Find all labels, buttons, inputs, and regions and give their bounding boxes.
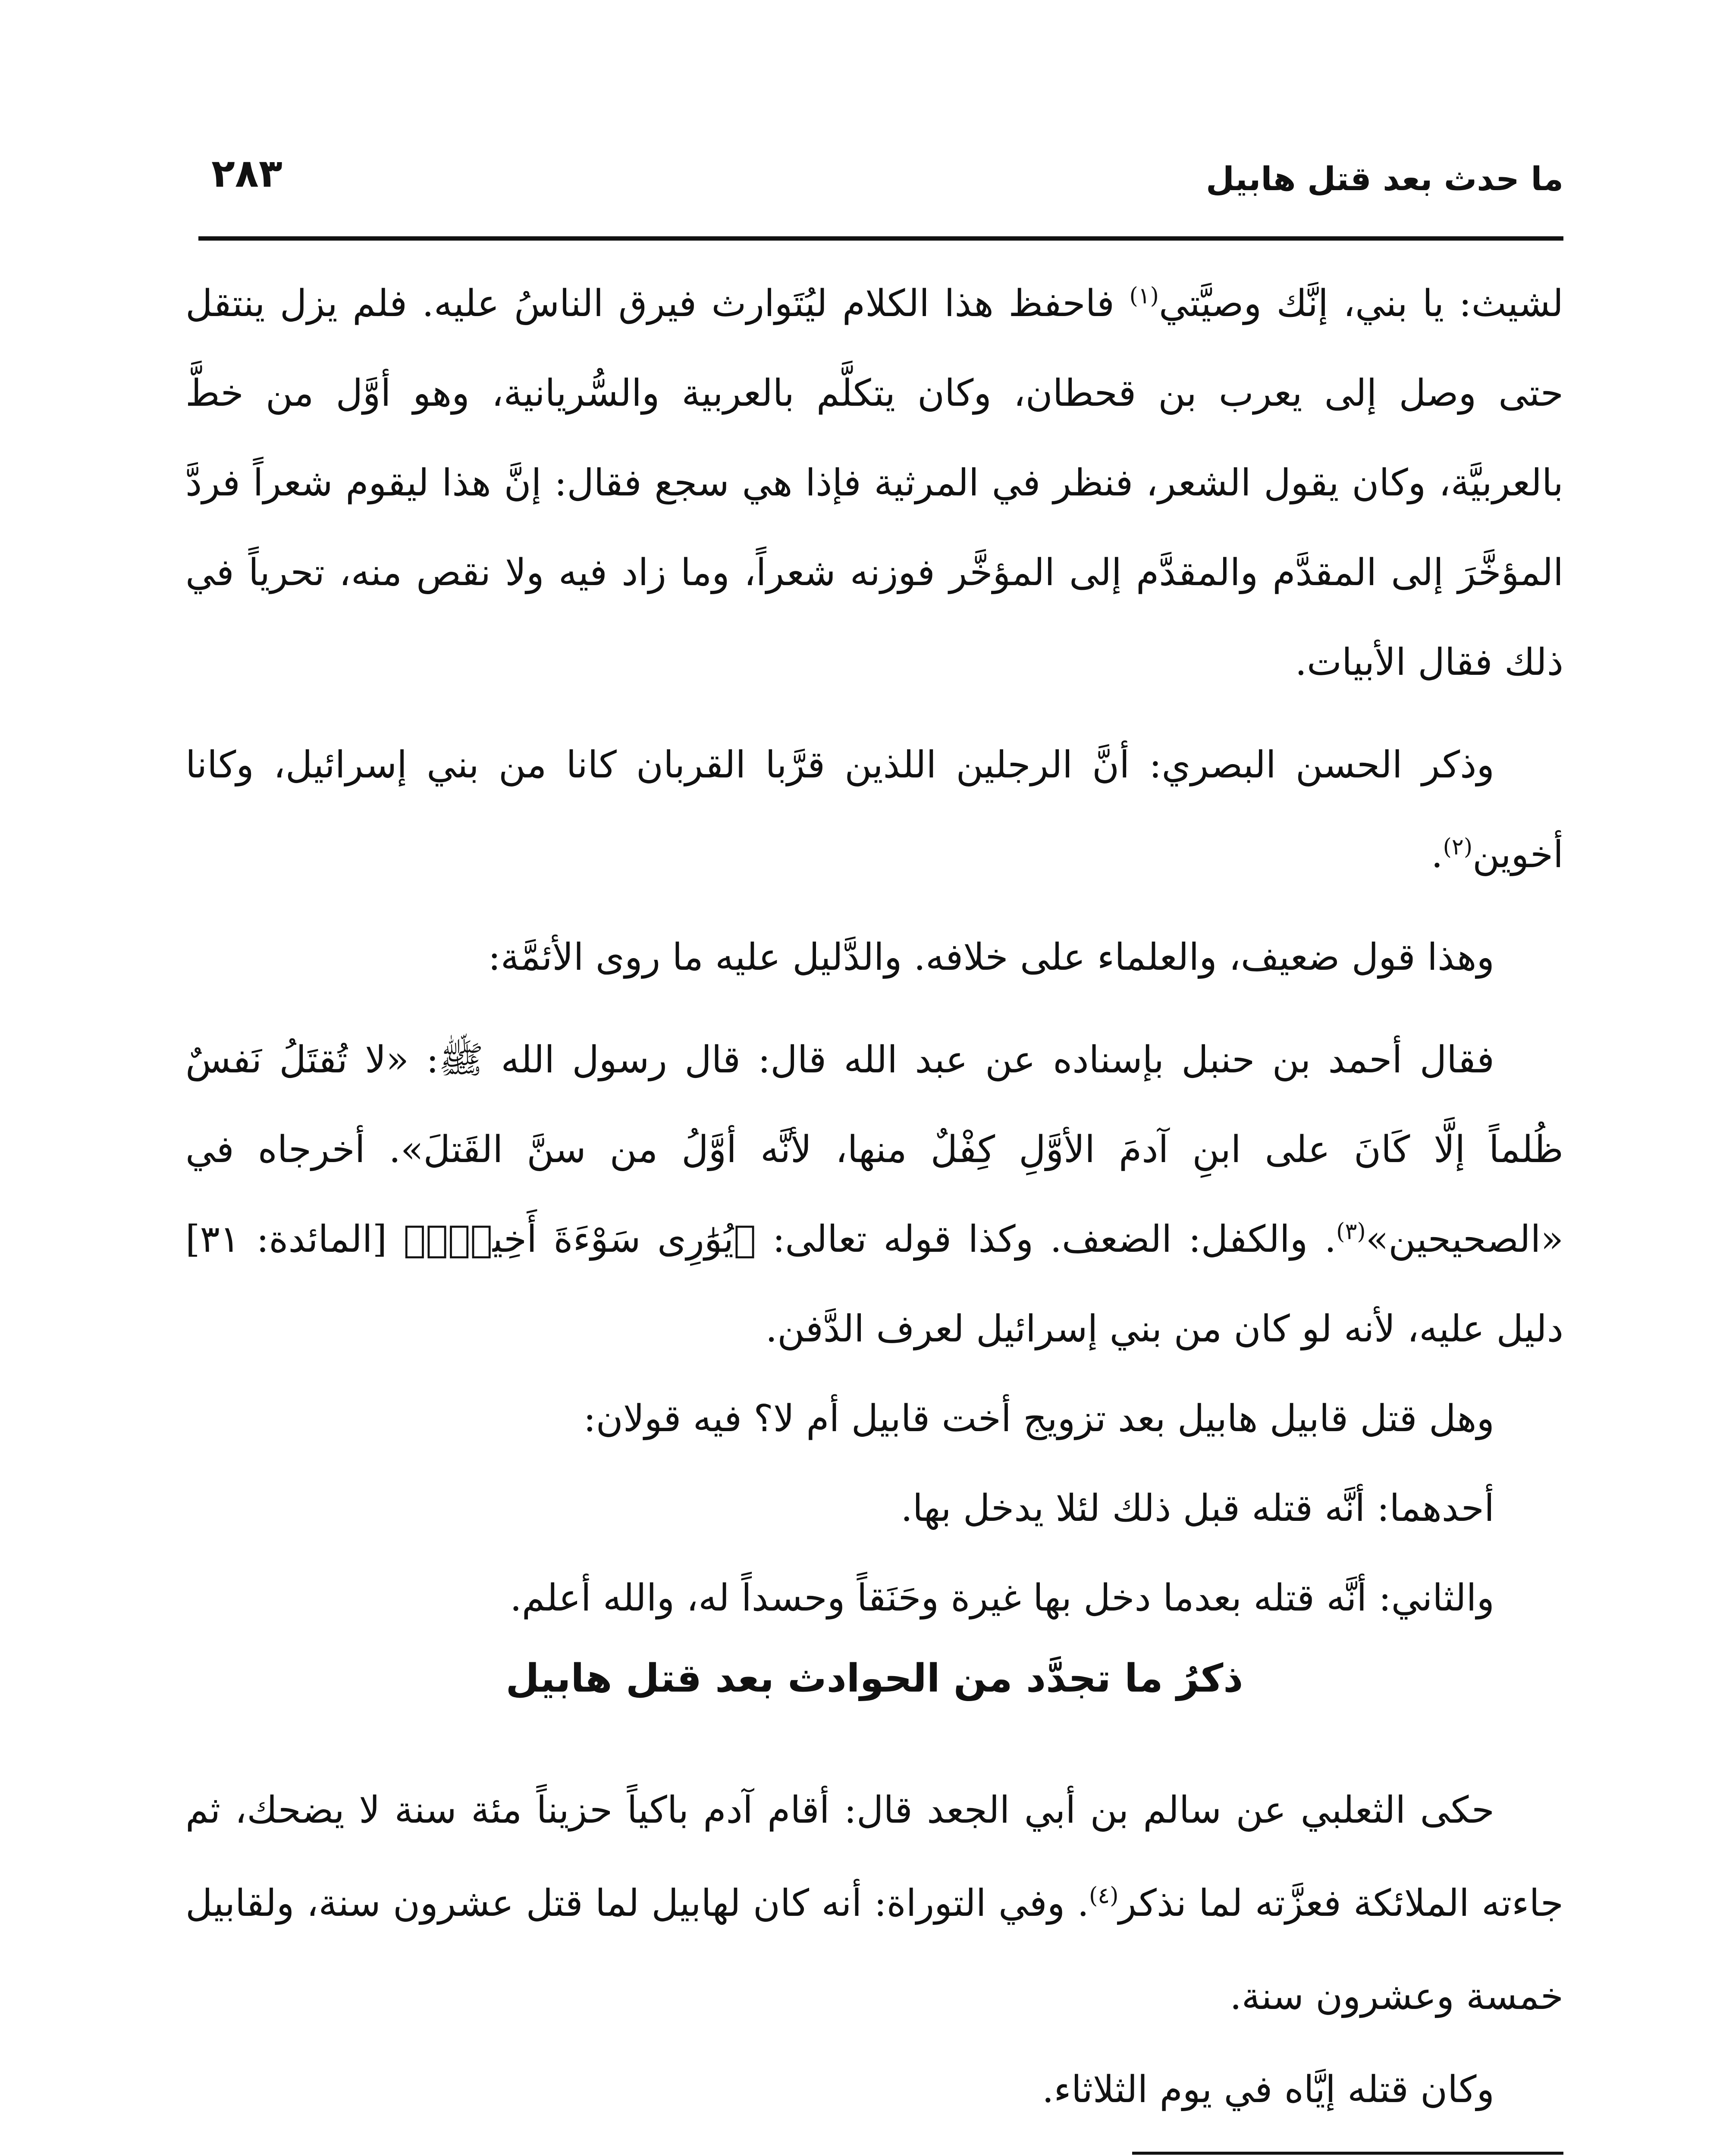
section-text	[185, 1764, 1563, 2136]
footnote-ref-1: (١)	[1129, 283, 1159, 309]
paragraph-1	[185, 259, 1563, 707]
footnote-ref-2: (٢)	[1443, 834, 1473, 860]
paragraph-4-text: فقال أحمد بن حنبل بإسناده عن عبد الله قال: قال رسول الله ﷺ: «لا تُقتَلُ نَفسٌ ظُلماً إلَّا كَانَ على ابنِ آدمَ الأوَّلِ كِفْلٌ منها، لأنَّه أوَّلُ من سنَّ القَتلَ». أخرجاه في «الصحيحين»	[185, 1038, 1563, 1261]
paragraph-3: وهذا قول ضعيف، والعلماء على خلافه. والدَّليل عليه ما روى الأئمَّة:	[488, 936, 1494, 979]
footnote-ref-3: (٣)	[1336, 1219, 1366, 1245]
paragraph-2	[185, 720, 1563, 899]
paragraph-1-text: لشيث: يا بني، إنَّك وصيَّتي	[1158, 282, 1563, 325]
running-title: ما حدث بعد قتل هابيل	[1205, 160, 1563, 198]
paragraph-7: والثاني: أنَّه قتله بعدما دخل بها غيرة وحَنَقاً وحسداً له، والله أعلم.	[510, 1576, 1494, 1620]
paragraph-8-text: حكى الثعلبي عن سالم بن أبي الجعد قال: أقام آدم باكياً حزيناً مئة سنة لا يضحك، ثم جاءته الملائكة فعزَّته لما نذكر	[185, 1789, 1563, 1925]
paragraph-1-rest: فاحفظ هذا الكلام ليُتَوارث فيرق الناسُ عليه. فلم يزل ينتقل حتى وصل إلى يعرب بن قحطان، وكان يتكلَّم بالعربية والسُّريانية، وهو أوَّل من خطَّ بالعربيَّة، وكان يقول الشعر، فنظر في المرثية فإذا هي سجع فقال: إنَّ هذا ليقوم شعراً فردَّ المؤخَّرَ إلى المقدَّم والمقدَّم إلى المؤخَّر فوزنه شعراً، وما زاد فيه ولا نقص منه، تحرياً في ذلك فقال الأبيات.	[185, 282, 1563, 684]
paragraph-5: وهل قتل قابيل هابيل بعد تزويج أخت قابيل أم لا؟ فيه قولان:	[583, 1397, 1494, 1440]
paragraph-8-rest: . وفي التوراة: أنه كان لهابيل لما قتل عشرون سنة، ولقابيل خمسة وعشرون سنة.	[185, 1882, 1563, 2018]
main-text	[185, 259, 1563, 1643]
page-number: ٢٨٣	[211, 151, 282, 196]
paragraph-8	[185, 1764, 1563, 2043]
paragraph-2-text: وذكر الحسن البصري: أنَّ الرجلين اللذين قرَّبا القربان كانا من بني إسرائيل، وكانا أخوين	[185, 743, 1563, 876]
footnote-ref-4: (٤)	[1089, 1883, 1119, 1909]
paragraph-4-rest: . والكفل: الضعف. وكذا قوله تعالى: ﴿يُوَٰرِى سَوْءَةَ أَخِيهِۚ﴾ [المائدة: ٣١] دليل عليه، لأنه لو كان من بني إسرائيل لعرف الدَّفن.	[185, 1218, 1563, 1351]
paragraph-6: أحدهما: أنَّه قتله قبل ذلك لئلا يدخل بها.	[901, 1487, 1494, 1530]
paragraph-4	[185, 1015, 1563, 1374]
paragraph-2-end: .	[1431, 833, 1443, 876]
paragraph-9: وكان قتله إيَّاه في يوم الثلاثاء.	[1042, 2068, 1494, 2111]
footnote-separator	[1132, 2152, 1563, 2155]
header-rule	[198, 236, 1563, 241]
running-header	[211, 142, 1563, 207]
section-heading: ذكرُ ما تجدَّد من الحوادث بعد قتل هابيل	[505, 1656, 1243, 1701]
